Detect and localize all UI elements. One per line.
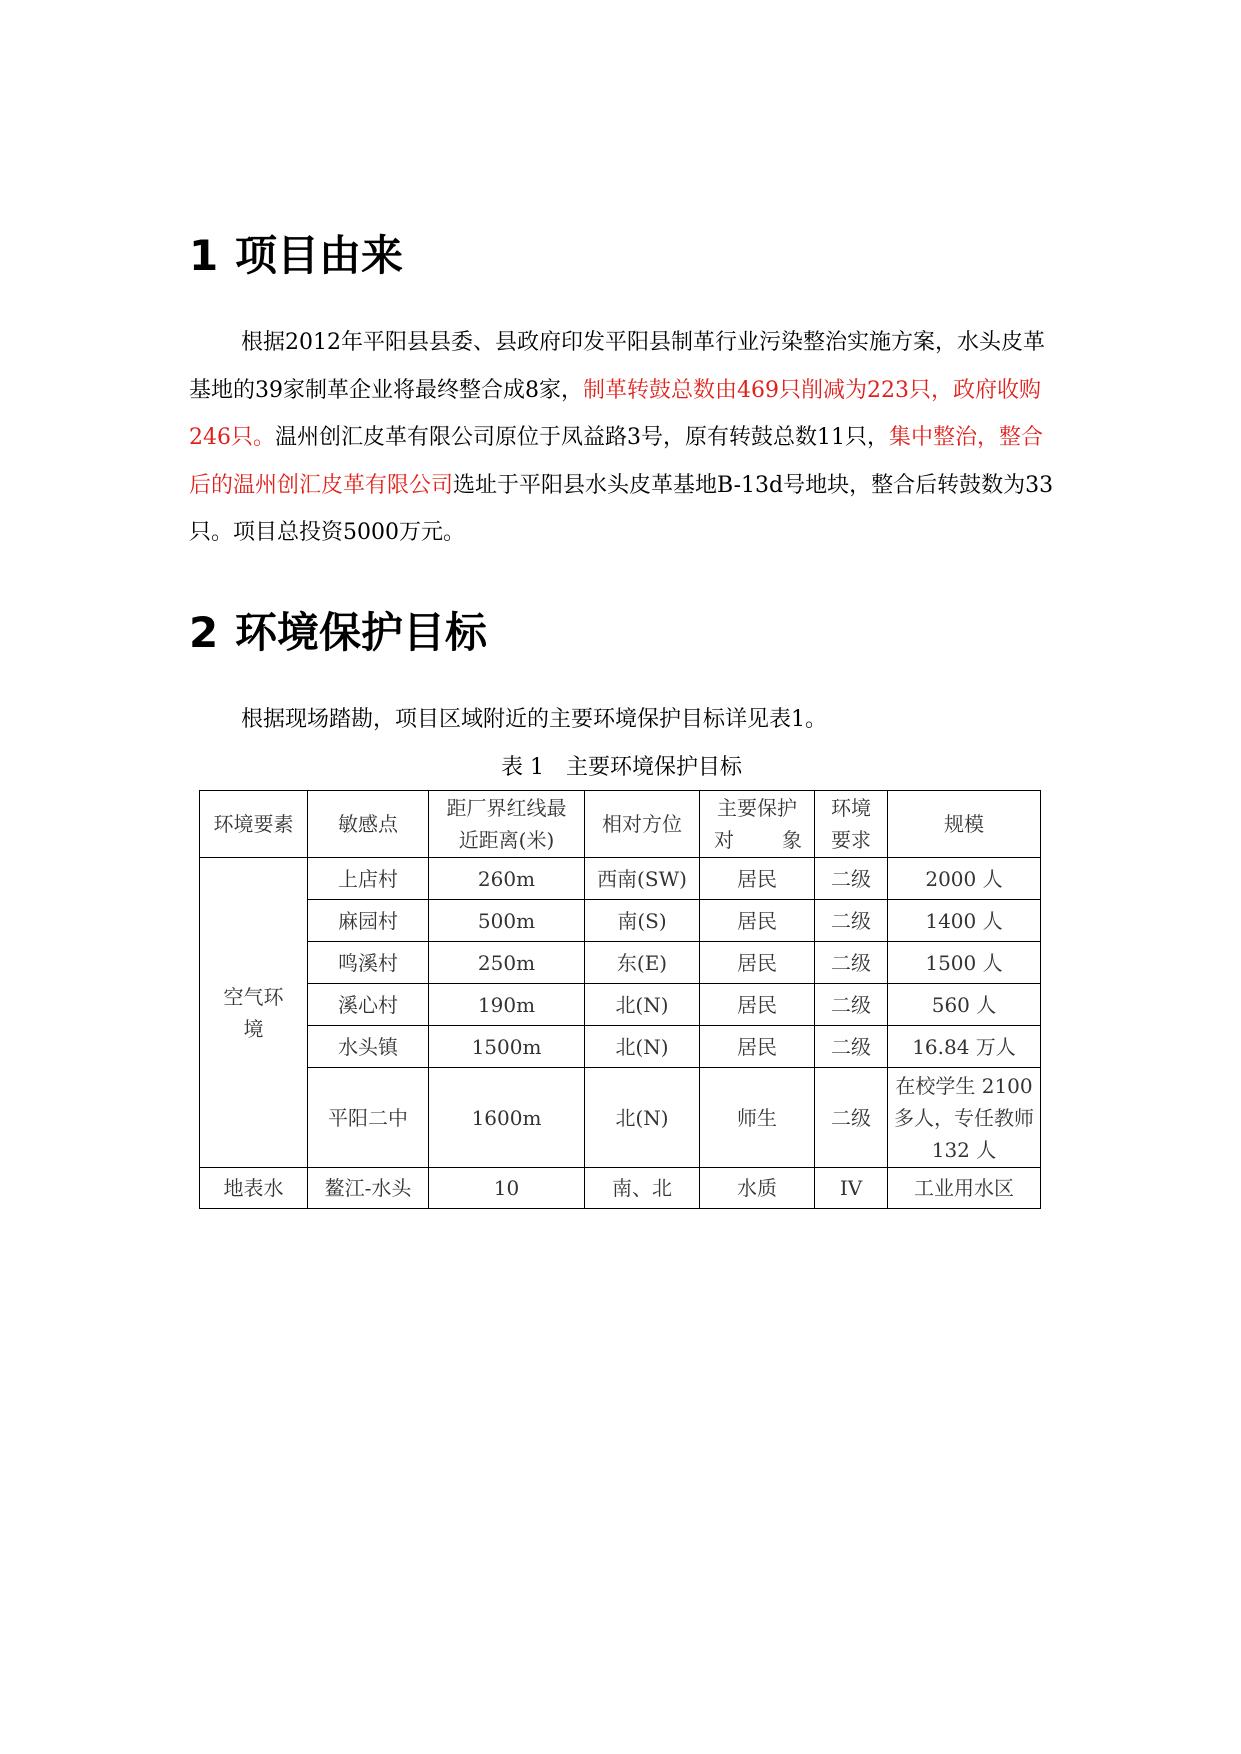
cell-target: 居民 [700,942,815,984]
cell-requirement: 二级 [815,1026,888,1068]
section-2-intro: 根据现场踏勘，项目区域附近的主要环境保护目标详见表1。 [241,707,827,732]
section-2-title: 环境保护目标 [235,608,488,657]
paragraph-highlight: 制革转鼓总数由469只削减为223只，政府收购246只。 [189,377,1041,450]
cell-requirement: 二级 [815,1068,888,1168]
cell-direction: 东(E) [585,942,700,984]
cell-scale: 在校学生 2100 多人，专任教师 132 人 [888,1068,1041,1168]
cell-distance: 250m [429,942,585,984]
header-scale: 规模 [888,791,1041,858]
cell-distance: 260m [429,858,585,900]
cell-direction: 北(N) [585,984,700,1026]
cell-requirement: 二级 [815,858,888,900]
cell-distance: 10 [429,1168,585,1209]
cell-scale: 2000 人 [888,858,1041,900]
header-requirement: 环境要求 [815,791,888,858]
table-row [200,1068,1041,1168]
cell-distance: 1600m [429,1068,585,1168]
cell-requirement: IV [815,1168,888,1209]
cell-target: 居民 [700,1026,815,1068]
cell-scale: 1500 人 [888,942,1041,984]
cell-direction: 南(S) [585,900,700,942]
section-1-title: 项目由来 [235,231,404,280]
table-caption-title: 主要环境保护目标 [565,755,742,780]
section-2-number: 2 [189,608,219,657]
cell-scale: 560 人 [888,984,1041,1026]
table-caption-number: 表 1 [500,755,544,780]
table-row [200,858,1041,900]
header-point: 敏感点 [308,791,429,858]
paragraph-text: 选址于平阳县水头皮革基地B-13d号地块，整合后转鼓数为33只。项目总投资5000万元。 [189,472,1054,545]
cell-point: 水头镇 [308,1026,429,1068]
section-2-heading [189,608,487,658]
table-row [200,984,1041,1026]
cell-direction: 北(N) [585,1068,700,1168]
table-caption [189,750,1054,786]
cell-target: 居民 [700,858,815,900]
header-element: 环境要素 [200,791,308,858]
paragraph-highlight: 集中整治，整合后的温州创汇皮革有限公司 [189,425,1044,498]
cell-scale: 1400 人 [888,900,1041,942]
cell-target: 居民 [700,984,815,1026]
paragraph-text: 温州创汇皮革有限公司原位于凤益路3号，原有转鼓总数11只， [275,425,889,450]
cell-distance: 1500m [429,1026,585,1068]
section-1-heading [189,231,403,281]
table-row [200,942,1041,984]
cell-scale: 16.84 万人 [888,1026,1041,1068]
cell-target: 水质 [700,1168,815,1209]
surface-water-cell: 地表水 [200,1168,308,1209]
cell-point: 鸣溪村 [308,942,429,984]
cell-distance: 190m [429,984,585,1026]
cell-direction: 南、北 [585,1168,700,1209]
cell-point: 平阳二中 [308,1068,429,1168]
table-row-surface-water [200,1168,1041,1209]
cell-point: 鳌江-水头 [308,1168,429,1209]
header-target: 主要保护 对 象 [700,791,815,858]
section-1-number: 1 [189,231,219,280]
cell-direction: 北(N) [585,1026,700,1068]
section-1-paragraph [189,319,1054,557]
paragraph-text: 根据2012年平阳县县委、县政府印发平阳县制革行业污染整治实施方案，水头皮革基地的39家制革企业将最终整合成8家， [189,330,1045,403]
cell-direction: 西南(SW) [585,858,700,900]
cell-target: 居民 [700,900,815,942]
cell-point: 麻园村 [308,900,429,942]
cell-requirement: 二级 [815,900,888,942]
table-row [200,1026,1041,1068]
header-distance: 距厂界红线最近距离(米) [429,791,585,858]
protection-targets-table [199,790,1041,1209]
cell-point: 上店村 [308,858,429,900]
table-row [200,900,1041,942]
cell-distance: 500m [429,900,585,942]
cell-point: 溪心村 [308,984,429,1026]
table-header-row [200,791,1041,858]
header-direction: 相对方位 [585,791,700,858]
cell-target: 师生 [700,1068,815,1168]
cell-scale: 工业用水区 [888,1168,1041,1209]
cell-requirement: 二级 [815,984,888,1026]
cell-requirement: 二级 [815,942,888,984]
air-environment-cell: 空气环境 [200,858,308,1168]
